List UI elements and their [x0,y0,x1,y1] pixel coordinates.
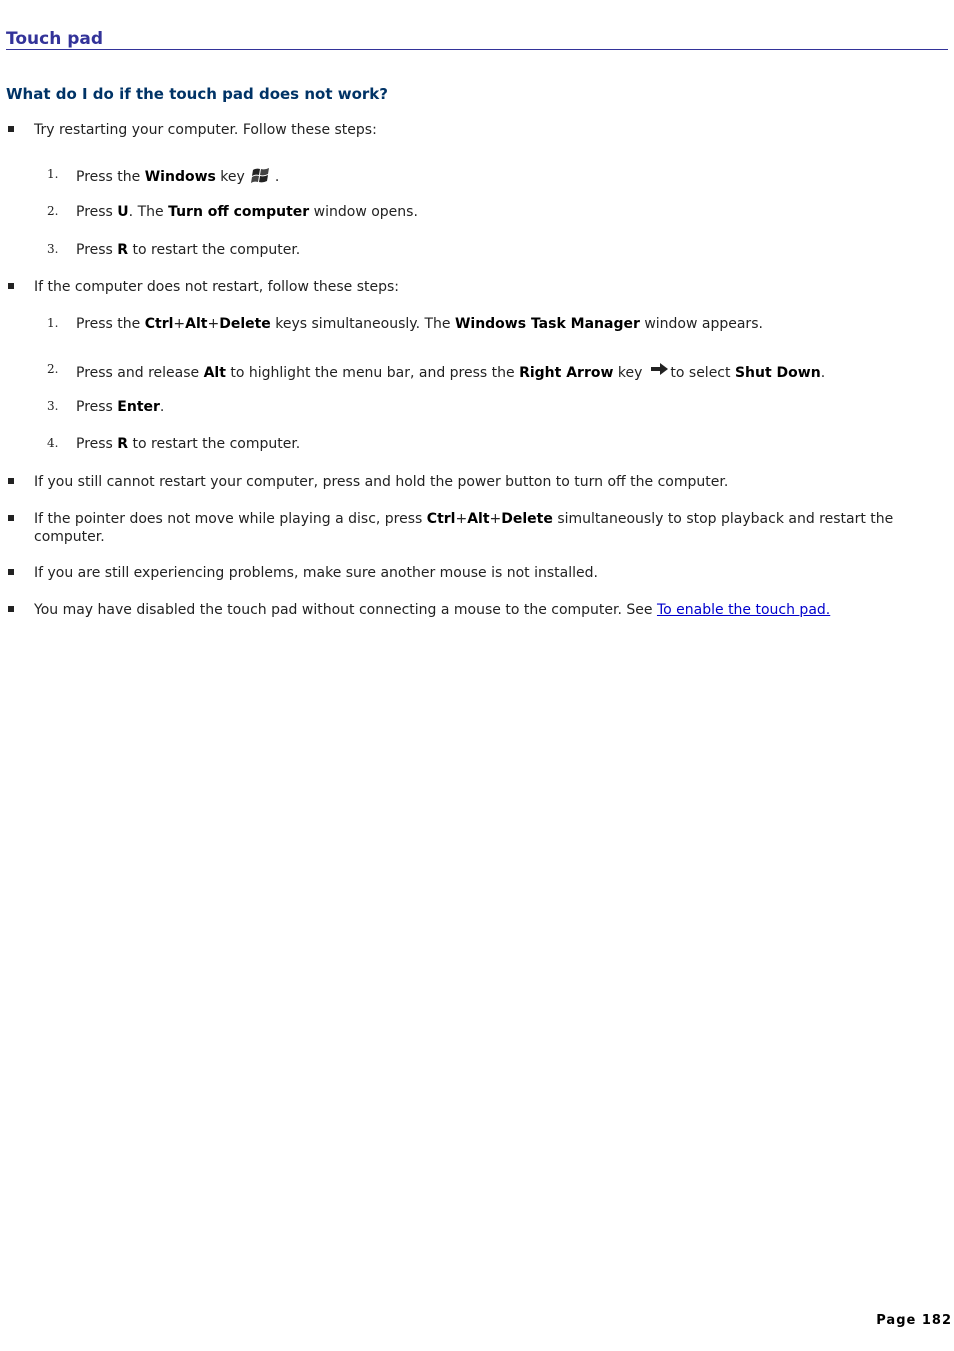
step-number: 2. [47,204,59,218]
right-arrow-icon [650,361,670,377]
bullet-text: Try restarting your computer. Follow these steps: [34,122,377,138]
bullet-marker [8,606,14,612]
step-number: 1. [47,167,59,181]
bullet-text: You may have disabled the touch pad without connecting a mouse to the computer. See To enable the touch pad. [34,602,831,618]
step-text: Press the Windows key . [76,166,936,186]
step-number: 3. [47,242,59,256]
step-text: Press U. The Turn off computer window opens. [76,204,418,220]
step-text: Press and release Alt to highlight the menu bar, and press the Right Arrow key to select Shut Down. [76,361,936,382]
bullet-marker [8,126,14,132]
page-number: Page 182 [876,1313,952,1328]
windows-logo-icon [251,166,271,184]
enable-touch-pad-link[interactable]: To enable the touch pad. [656,602,831,618]
step-number: 3. [47,399,59,413]
bullet-marker [8,478,14,484]
step-number: 1. [47,316,59,330]
section-heading: What do I do if the touch pad does not work? [6,85,388,103]
bullet-text: If the computer does not restart, follow these steps: [34,279,400,295]
bullet-text: If the pointer does not move while playing a disc, press Ctrl+Alt+Delete simultaneously to stop playback and restart the computer. [34,511,894,545]
step-text: Press R to restart the computer. [76,242,301,258]
step-number: 2. [47,362,59,376]
step-text: Press Enter. [76,399,165,415]
bullet-marker [8,515,14,521]
step-text: Press R to restart the computer. [76,436,301,452]
bullet-text: If you still cannot restart your computer, press and hold the power button to turn off the computer. [34,474,729,490]
step-number: 4. [47,436,59,450]
page-title: Touch pad [6,29,948,50]
bullet-marker [8,283,14,289]
bullet-text: If you are still experiencing problems, make sure another mouse is not installed. [34,565,598,581]
bullet-marker [8,569,14,575]
step-text: Press the Ctrl+Alt+Delete keys simultaneously. The Windows Task Manager window appears. [76,316,763,332]
